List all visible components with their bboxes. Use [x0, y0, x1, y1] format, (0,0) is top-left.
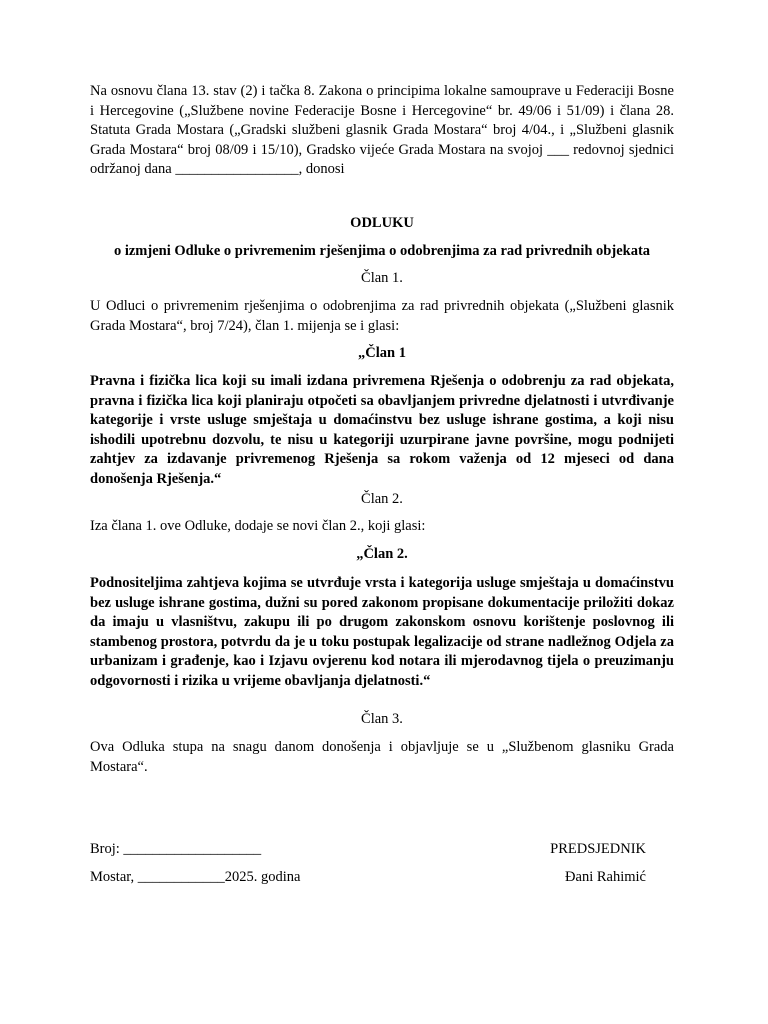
article-1-quoted-body: Pravna i fizička lica koji su imali izdana privremena Rješenja o odobrenju za rad objekata, pravna i fizička lica koji planiraju otpočeti sa obavljanjem privredne djelatnosti i utvrđivanje kategorije i vrste usluge smještaja u domaćinstvu bez usluge ishrane gostima, a koji nisu ishodili upotrebnu dozvolu, te nisu u kategoriji uzurpirane javne površine, mogu podnijeti zahtjev za izdavanje privremenog Rješenja sa rokom važenja od 12 mjeseci od dana donošenja Rješenja.“ [90, 373, 674, 487]
article-2-quoted-title: „Član 2. [356, 546, 408, 562]
document-title: ODLUKU [350, 215, 414, 231]
document-number-line: Broj: ___________________ [90, 841, 262, 857]
document-subtitle: o izmjeni Odluke o privremenim rješenjima o odobrenjima za rad privrednih objekata [113, 243, 651, 259]
signatory-name: Đani Rahimić [565, 869, 646, 885]
preamble-paragraph: Na osnovu člana 13. stav (2) i tačka 8. Zakona o principima lokalne samouprave u Federaciji Bosne i Hercegovine („Službene novine Federacije Bosne i Hercegovine“ br. 49/06 i 51/09) i člana 28. Statuta Grada Mostara („Gradski službeni glasnik Grada Mostara“ broj 4/04., i „Službeni glasnik Grada Mostara“ broj 08/09 i 15/10), Gradsko vijeće Grada Mostara na svojoj ___ redovnoj sjednici održanoj dana _________________, donosi [90, 83, 674, 177]
place-date-line: Mostar, ____________2025. godina [90, 869, 301, 885]
article-2-text: Iza člana 1. ove Odluke, dodaje se novi član 2., koji glasi: [90, 518, 426, 534]
article-1-text: U Odluci o privremenim rješenjima o odobrenjima za rad privrednih objekata („Službeni glasnik Grada Mostara“, broj 7/24), član 1. mijenja se i glasi: [90, 298, 674, 334]
article-1-heading: Član 1. [361, 270, 403, 286]
article-3-heading: Član 3. [361, 711, 403, 727]
article-1-quoted-title: „Član 1 [358, 345, 406, 361]
article-3-text: Ova Odluka stupa na snagu danom donošenja i objavljuje se u „Službenom glasniku Grada Mostara“. [90, 739, 674, 775]
article-2-quoted-body: Podnositeljima zahtjeva kojima se utvrđuje vrsta i kategorija usluge smještaja u domaćinstvu bez usluge ishrane gostima, dužni su pored zakonom propisane dokumentacije priložiti dokaz da imaju u vlasništvu, zakupu ili po drugom zakonskom osnovu korištenje poslovnog ili stambenog prostora, potvrdu da je u toku postupak legalizacije od strane nadležnog Odjela za urbanizam i građenje, kao i Izjavu ovjerenu kod notara ili mjerodavnog tijela o preuzimanju odgovornosti i rizika u vrijeme obavljanja djelatnosti.“ [90, 575, 674, 689]
article-2-heading: Član 2. [361, 491, 403, 507]
signatory-role: PREDSJEDNIK [550, 841, 646, 857]
